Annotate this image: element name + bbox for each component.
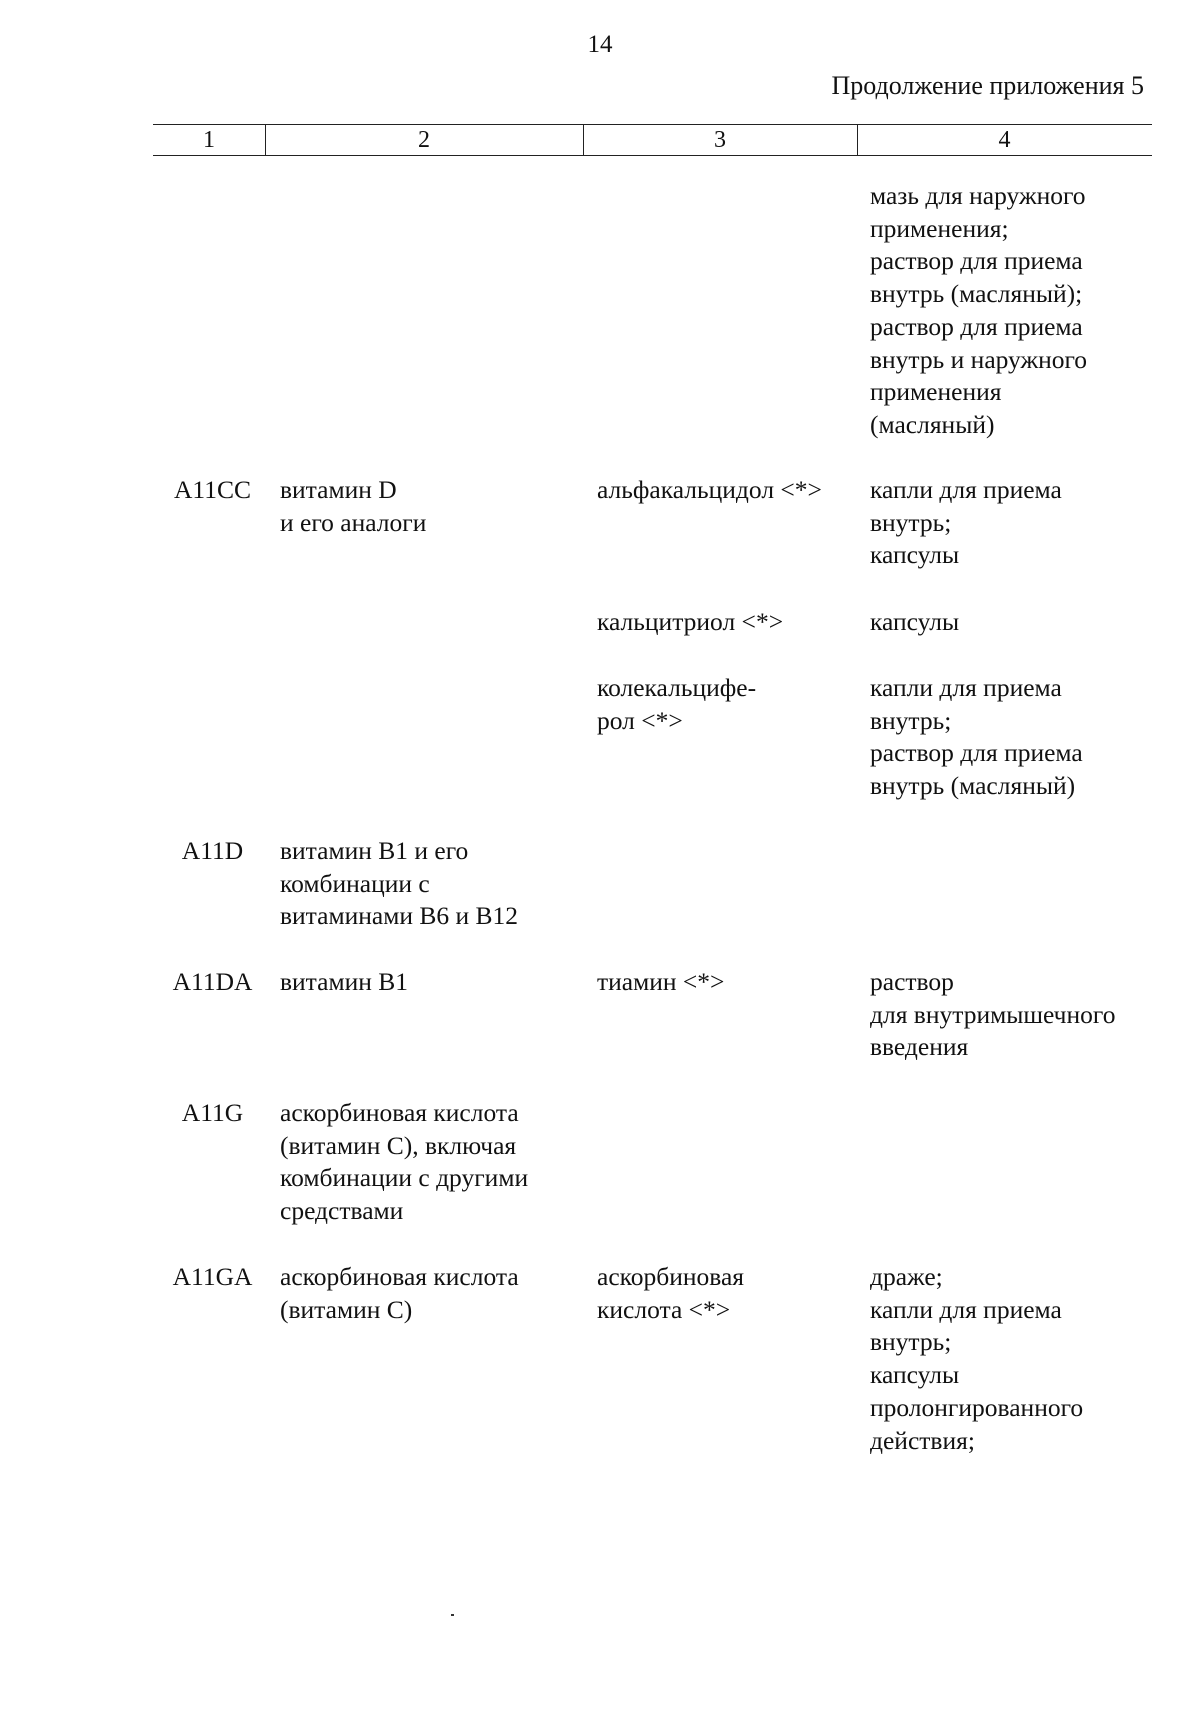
header-cell-1: 1 bbox=[203, 127, 215, 153]
header-cell-4: 4 bbox=[998, 127, 1011, 153]
header-cell-3: 3 bbox=[714, 127, 726, 153]
cell-dosage-form: капли для приема внутрь; капсулы bbox=[870, 475, 1062, 570]
cell-atc-code: A11DA bbox=[172, 967, 253, 996]
cell-atc-code: A11D bbox=[181, 836, 244, 865]
cell-dosage-form: драже; капли для приема внутрь; капсулы пролонгированного действия; bbox=[870, 1262, 1084, 1455]
cell-drug-name: кальцитриол <*> bbox=[597, 607, 784, 636]
page-number: 14 bbox=[587, 31, 613, 58]
continuation-title: Продолжение приложения 5 bbox=[831, 71, 1144, 100]
cell-drug-name: аскорбиновая кислота <*> bbox=[597, 1262, 744, 1324]
cell-group-name: витамин B1 и его комбинации с витаминами B6 и B12 bbox=[280, 836, 519, 931]
cell-group-name: аскорбиновая кислота (витамин C) bbox=[280, 1262, 519, 1324]
cell-drug-name: альфакальцидол <*> bbox=[597, 475, 822, 504]
cell-group-name: витамин D и его аналоги bbox=[280, 475, 427, 537]
cell-group-name: аскорбиновая кислота (витамин C), включая комбинации с другими средствами bbox=[280, 1098, 529, 1226]
cell-dosage-form: капсулы bbox=[870, 607, 960, 636]
cell-atc-code: A11CC bbox=[174, 475, 251, 504]
cell-atc-code: A11G bbox=[181, 1098, 244, 1127]
cell-drug-name: колекальцифе- рол <*> bbox=[597, 673, 757, 735]
scan-speck bbox=[451, 1614, 454, 1616]
table-header-row bbox=[153, 124, 1152, 156]
cell-drug-name: тиамин <*> bbox=[597, 967, 725, 996]
cell-group-name: витамин B1 bbox=[280, 967, 409, 996]
cell-dosage-form: капли для приема внутрь; раствор для приема внутрь (масляный) bbox=[870, 673, 1083, 801]
cell-dosage-form: мазь для наружного применения; раствор для приема внутрь (масляный); раствор для приема внутрь и наружного применения (масляный) bbox=[870, 181, 1088, 439]
cell-atc-code: A11GA bbox=[172, 1262, 253, 1291]
header-cell-2: 2 bbox=[418, 127, 430, 153]
cell-dosage-form: раствор для внутримышечного введения bbox=[870, 967, 1116, 1062]
